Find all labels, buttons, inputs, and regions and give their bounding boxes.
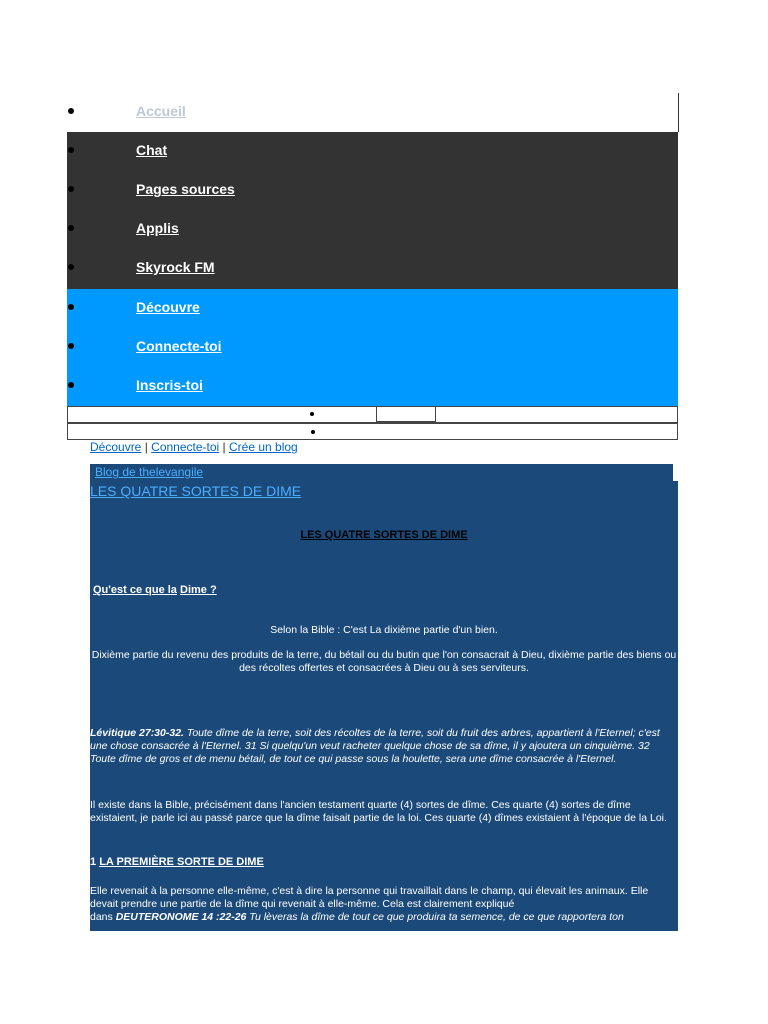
nav-item-inscris-toi[interactable] xyxy=(67,367,678,406)
connecte-toi-link[interactable]: Connecte-toi xyxy=(151,440,220,454)
section-1-heading xyxy=(90,856,264,868)
para3-ref: DEUTERONOME 14 :22-26 xyxy=(115,911,247,923)
nav-item-applis[interactable] xyxy=(67,210,678,249)
question-heading xyxy=(93,584,217,596)
nav-item-chat[interactable] xyxy=(67,132,678,171)
para3-prefix: dans xyxy=(90,911,116,923)
bullet-icon xyxy=(68,343,74,349)
nav-link-pages-sources[interactable]: Pages sources xyxy=(136,181,235,197)
bullet-icon xyxy=(310,412,314,416)
verse-quote xyxy=(90,727,676,766)
decouvre-link[interactable]: Découvre xyxy=(90,440,142,454)
definition-1: Selon la Bible : C'est La dixième partie d'un bien. xyxy=(270,624,498,636)
paragraph-1: Il existe dans la Bible, précisément dans l'ancien testament quarte (4) sortes de dîme. Ces quarte (4) sortes de dîme existaient, je parle ici au passé parce que la dîme faisait partie de la loi. Ces quarte (4) dîmes existaient à l'époque de la Loi. xyxy=(90,799,667,824)
para3-text: Tu lèveras la dîme de tout ce que produira ta semence, de ce que rapportera ton xyxy=(246,911,624,923)
verse-ref: Lévitique 27:30-32. xyxy=(90,727,184,739)
bullet-icon xyxy=(68,108,74,114)
nav-item-skyrock-fm[interactable] xyxy=(67,249,678,289)
cree-un-blog-link[interactable]: Crée un blog xyxy=(229,440,298,454)
bullet-icon xyxy=(68,304,74,310)
nav-link-skyrock-fm[interactable]: Skyrock FM xyxy=(136,259,215,275)
nav-link-chat[interactable]: Chat xyxy=(136,142,168,158)
paragraph-3 xyxy=(90,911,678,924)
nav-item-decouvre[interactable] xyxy=(67,289,678,328)
nav-link-inscris-toi[interactable]: Inscris-toi xyxy=(136,377,203,393)
bullet-icon xyxy=(311,430,315,434)
question-part1: Qu'est ce que la xyxy=(93,584,177,596)
toolbar-row xyxy=(67,406,678,423)
nav-item-connecte-toi[interactable] xyxy=(67,328,678,367)
nav-link-decouvre[interactable]: Découvre xyxy=(136,299,200,315)
nav-link-applis[interactable]: Applis xyxy=(136,220,179,236)
article-title-link[interactable]: LES QUATRE SORTES DE DIME xyxy=(90,483,302,499)
article-content xyxy=(90,481,678,931)
bullet-icon xyxy=(68,225,74,231)
bullet-icon xyxy=(68,264,74,270)
bullet-icon xyxy=(68,382,74,388)
question-part2: Dime ? xyxy=(180,584,217,596)
verse-text: Toute dîme de la terre, soit des récoltes de la terre, soit du fruit des arbres, appartient à l'Eternel; c'est une chose consacrée à l'Eternel. 31 Si quelqu'un veut racheter quelque chose de sa dîme, il y ajoutera un cinquième. 32 Toute dîme de gros et de menu bétail, de tout ce qui passe sous la houlette, sera une dîme consacrée à l'Eternel. xyxy=(90,727,660,765)
paragraph-2: Elle revenait à la personne elle-même, c'est à dire la personne qui travaillait dans le champ, qui élevait les animaux. Elle devait prendre une partie de la dîme qui revenait à elle-même. Cela est clairement expliqué xyxy=(90,885,649,910)
section-number: 1 xyxy=(90,856,97,868)
toolbar-box[interactable] xyxy=(376,406,436,422)
article-heading: LES QUATRE SORTES DE DIME xyxy=(300,529,468,541)
account-links xyxy=(90,440,298,454)
separator: | xyxy=(219,440,229,454)
toolbar-row-2 xyxy=(67,423,678,440)
nav-item-accueil[interactable] xyxy=(67,93,679,132)
blog-name-link[interactable]: Blog de thelevangile xyxy=(95,465,204,479)
definition-2: Dixième partie du revenu des produits de la terre, du bétail ou du butin que l'on consacrait à Dieu, dixième partie des biens ou des récoltes offertes et consacrées à Dieu ou à ses serviteurs. xyxy=(91,649,677,674)
nav-link-accueil[interactable]: Accueil xyxy=(136,103,186,119)
section-title: LA PREMIÈRE SORTE DE DIME xyxy=(99,856,264,868)
separator: | xyxy=(141,440,152,454)
blog-header xyxy=(90,464,673,481)
nav-link-connecte-toi[interactable]: Connecte-toi xyxy=(136,338,222,354)
bullet-icon xyxy=(68,186,74,192)
bullet-icon xyxy=(68,147,74,153)
nav-item-pages-sources[interactable] xyxy=(67,171,678,210)
